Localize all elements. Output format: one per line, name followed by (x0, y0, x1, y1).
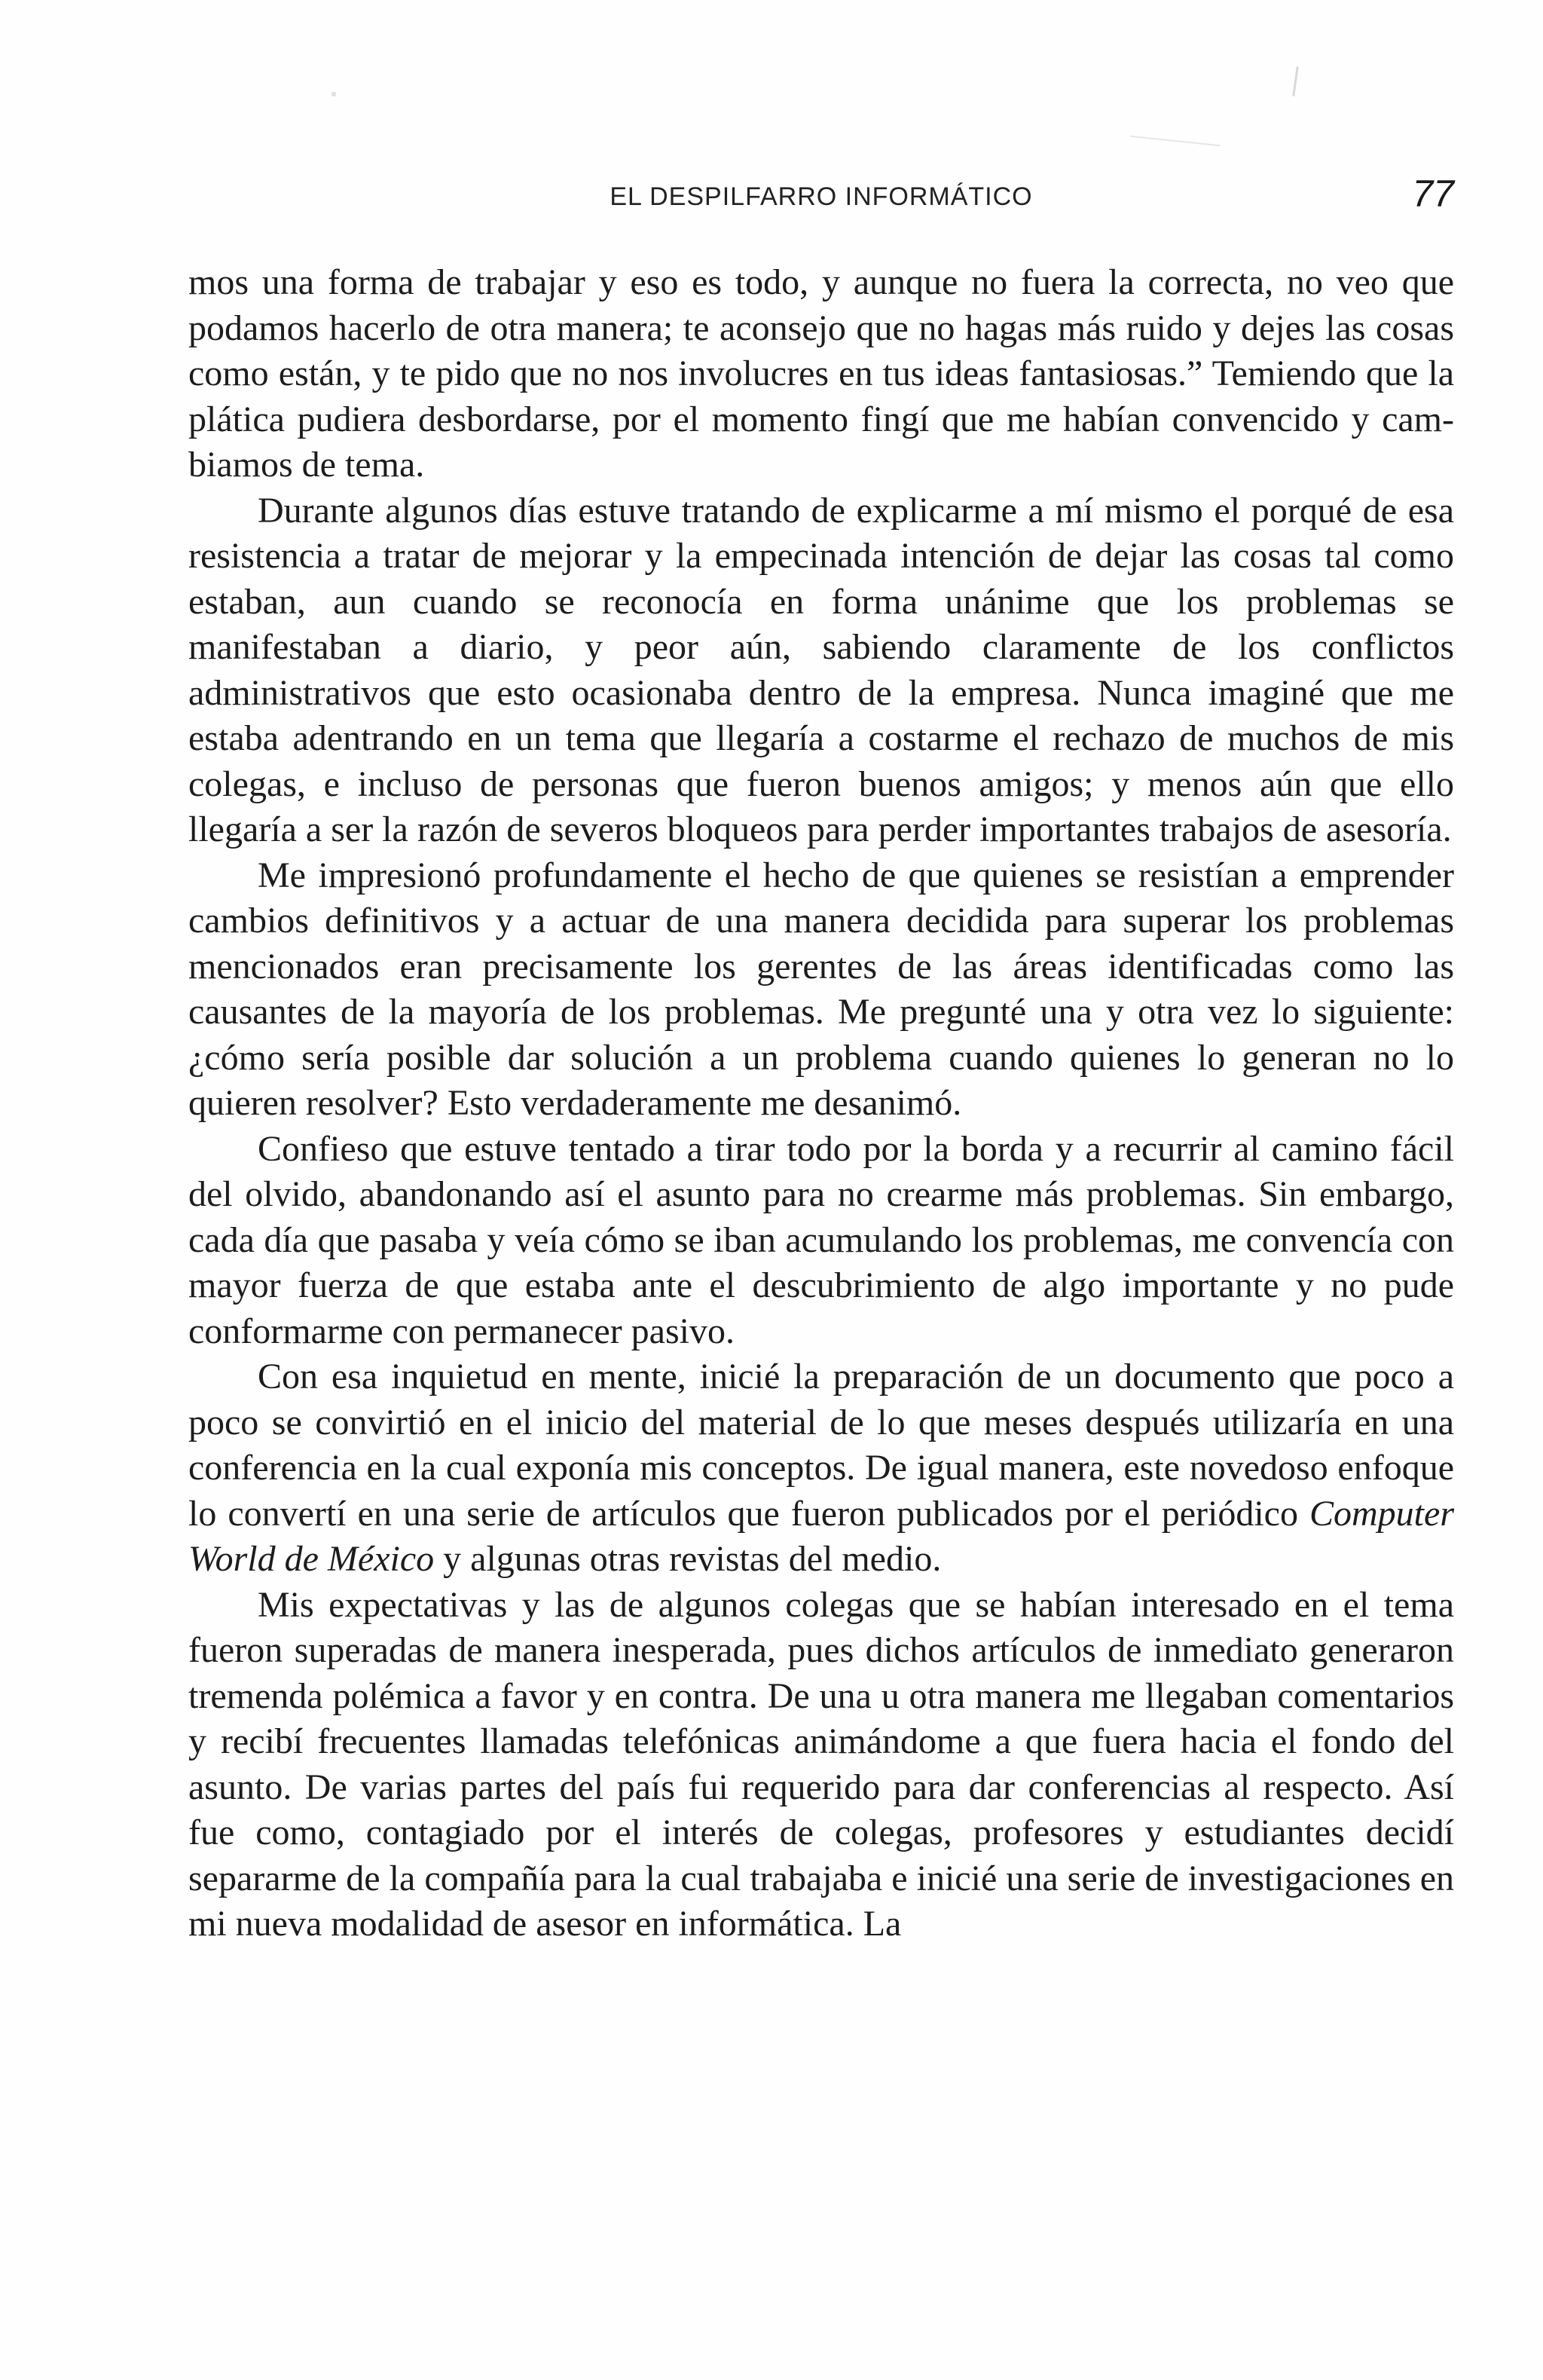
page-number: 77 (1412, 173, 1454, 215)
paragraph: mos una forma de trabajar y eso es todo, y aunque no fuera la correcta, no veo que podamos hacerlo de otra manera; te aconsejo que no hagas más ruido y dejes las cosas como están, y te pido que no nos involucres en tus ideas fantasiosas.” Temiendo que la plática pudiera desbordarse, por el momento fingí que me habían convencido y cambiamos de tema. (188, 262, 1454, 485)
paragraph-text: y algunas otras revistas del medio. (434, 1539, 942, 1579)
scan-speck (332, 92, 336, 96)
paragraph: Me impresionó profundamente el hecho de que quienes se resistían a emprender cambios definitivos y a actuar de una manera decidida para superar los problemas mencionados eran precisamente los gerentes de las áreas identificadas como las causantes de la mayoría de los problemas. Me pregunté una y otra vez lo siguiente: ¿cómo sería posible dar solución a un problema cuando quienes lo generan no lo quieren resolver? Esto verdaderamente me desanimó. (188, 855, 1454, 1123)
running-head: EL DESPILFARRO INFORMÁTICO (610, 182, 1033, 211)
paragraph-text: Con esa inquietud en mente, inicié la preparación de un documento que poco a poco se convirtió en el inicio del material de lo que meses después utilizaría en una conferencia en la cual exponía mis conceptos. De igual manera, este novedoso enfoque lo convertí en una serie de artículos que fueron publicados por el periódico (188, 1357, 1454, 1534)
page-header (188, 172, 1454, 225)
publication-title: Computer World de México (188, 1493, 1454, 1579)
paragraph: Durante algunos días estuve tratando de explicarme a mí mismo el porqué de esa resistencia a tratar de mejorar y la empecinada intención de dejar las cosas tal como estaban, aun cuando se reconocía en forma unánime que los problemas se manifestaban a diario, y peor aún, sabiendo claramente de los conflictos administrativos que esto ocasionaba dentro de la empresa. Nunca imaginé que me estaba adentrando en un tema que llegaría a costarme el rechazo de muchos de mis colegas, e incluso de personas que fueron buenos amigos; y menos aún que ello llegaría a ser la razón de severos bloqueos para perder importantes trabajos de asesoría. (188, 490, 1454, 849)
scan-speck (1130, 136, 1221, 147)
body-text (188, 260, 1454, 1947)
scan-speck (1292, 66, 1299, 96)
paragraph (188, 1354, 1454, 1583)
paragraph: Mis expectativas y las de algunos colegas que se habían interesado en el tema fueron superadas de manera inesperada, pues dichos artículos de inmediato generaron tremenda polémica a favor y en contra. De una u otra manera me llegaban comentarios y recibí frecuentes llamadas telefónicas animándome a que fuera hacia el fondo del asunto. De varias partes del país fui requerido para dar conferencias al respecto. Así fue como, contagiado por el interés de colegas, profesores y estudiantes decidí separarme de la compañía para la cual trabajaba e inicié una serie de investigaciones en mi nueva modalidad de asesor en informática. La (188, 1584, 1454, 1944)
paragraph: Confieso que estuve tentado a tirar todo por la borda y a recurrir al camino fácil del olvido, abandonando así el asunto para no crearme más problemas. Sin embargo, cada día que pasaba y veía cómo se iban acumulando los problemas, me convencía con mayor fuerza de que estaba ante el descubrimiento de algo importante y no pude conformarme con permanecer pasivo. (188, 1128, 1454, 1351)
